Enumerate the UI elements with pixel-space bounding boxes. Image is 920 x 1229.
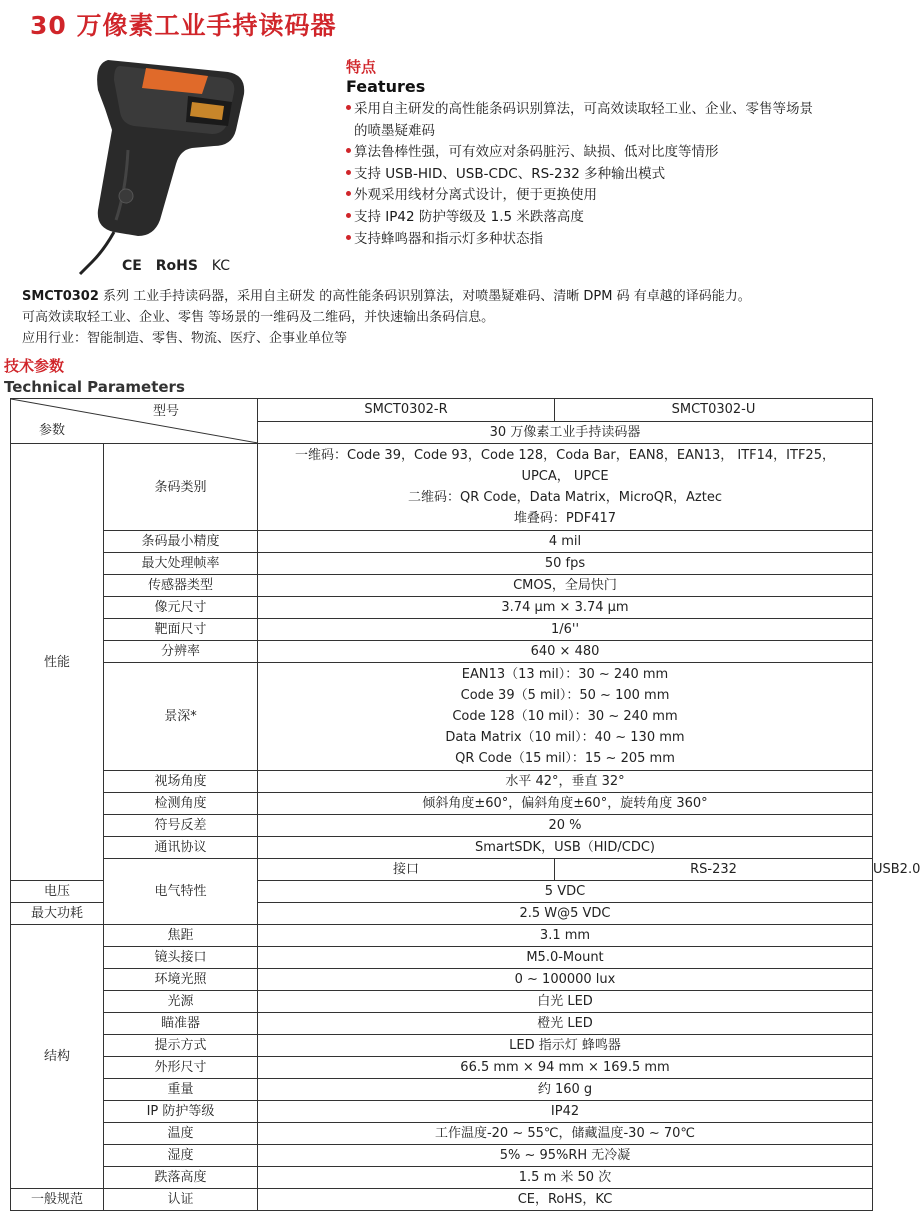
intro-line-1-text: 系列 工业手持读码器，采用自主研发 的高性能条码识别算法，对喷墨疑难码、清晰 DPM 码 有卓越的译码能力。 (98, 289, 751, 304)
param-label: 镜头接口 (104, 947, 258, 969)
dof-line: QR Code（15 mil）：15 ~ 205 mm (455, 751, 675, 766)
param-value: 白光 LED (258, 991, 873, 1013)
param-value (258, 663, 873, 771)
table-row (11, 771, 873, 793)
param-label: 通讯协议 (104, 837, 258, 859)
param-label: 视场角度 (104, 771, 258, 793)
features-heading-zh: 特点 (346, 58, 377, 76)
group-general: 一般规范 (11, 1189, 104, 1211)
param-label: 条码类别 (104, 444, 258, 531)
features-list (346, 99, 826, 250)
features-heading-en: Features (346, 77, 426, 96)
ce-logo: CE (122, 258, 142, 274)
param-value: 1.5 m 米 50 次 (258, 1167, 873, 1189)
param-value (258, 444, 873, 531)
param-value: 20 % (258, 815, 873, 837)
param-label: 最大处理帧率 (104, 553, 258, 575)
param-label: 提示方式 (104, 1035, 258, 1057)
table-row (11, 619, 873, 641)
param-value: 5 VDC (258, 881, 873, 903)
feature-item: 支持 IP42 防护等级及 1.5 米跌落高度 (346, 207, 826, 229)
spec-table (10, 398, 920, 1211)
table-row (11, 1189, 873, 1211)
table-row (11, 663, 873, 771)
param-label: 传感器类型 (104, 575, 258, 597)
param-label: 条码最小精度 (104, 531, 258, 553)
param-label: 温度 (104, 1123, 258, 1145)
feature-item: 采用自主研发的高性能条码识别算法，可高效读取轻工业、企业、零售等场景的喷墨疑难码 (346, 99, 826, 142)
param-value: IP42 (258, 1101, 873, 1123)
param-label: 景深* (104, 663, 258, 771)
param-value: SmartSDK，USB（HID/CDC) (258, 837, 873, 859)
barcode-2d-line: 二维码：QR Code，Data Matrix，MicroQR，Aztec (408, 490, 722, 505)
model-u-cell: SMCT0302-U (555, 399, 873, 422)
page-title: 30 万像素工业手持读码器 (30, 11, 337, 40)
param-value: 0 ~ 100000 lux (258, 969, 873, 991)
table-row (11, 641, 873, 663)
table-row (11, 399, 873, 422)
param-label: 检测角度 (104, 793, 258, 815)
table-row (11, 553, 873, 575)
param-label: 分辨率 (104, 641, 258, 663)
dof-line: Code 39（5 mil）：50 ~ 100 mm (460, 688, 670, 703)
table-row (11, 1101, 873, 1123)
intro-line-2: 可高效读取轻工业、企业、零售 等场景的一维码及二维码，并快速输出条码信息。 (22, 310, 495, 325)
table-row (11, 837, 873, 859)
param-label: 电压 (11, 881, 104, 903)
param-value-r: RS-232 (555, 859, 873, 881)
param-value: 3.1 mm (258, 925, 873, 947)
param-value: 640 × 480 (258, 641, 873, 663)
param-value: 50 fps (258, 553, 873, 575)
table-row (11, 531, 873, 553)
table-row (11, 1167, 873, 1189)
feature-item: 支持 USB-HID、USB-CDC、RS-232 多种输出模式 (346, 164, 826, 186)
dof-line: Code 128（10 mil）：30 ~ 240 mm (452, 709, 678, 724)
table-row (11, 815, 873, 837)
param-label: 认证 (104, 1189, 258, 1211)
param-value: 工作温度-20 ~ 55℃，储藏温度-30 ~ 70℃ (258, 1123, 873, 1145)
certification-logos (122, 258, 239, 274)
header-corner-cell (11, 399, 258, 444)
param-label: 瞄准器 (104, 1013, 258, 1035)
kc-logo: KC (211, 258, 230, 274)
param-value: CE，RoHS，KC (258, 1189, 873, 1211)
param-value: 倾斜角度±60°，偏斜角度±60°，旋转角度 360° (258, 793, 873, 815)
barcode-1d-line: 一维码：Code 39，Code 93，Code 128，Coda Bar，EAN8，EAN13， ITF14，ITF25， (295, 448, 835, 463)
param-label: 接口 (258, 859, 555, 881)
param-label: 跌落高度 (104, 1167, 258, 1189)
param-value: 5% ~ 95%RH 无冷凝 (258, 1145, 873, 1167)
param-label: 靶面尺寸 (104, 619, 258, 641)
table-row (11, 1013, 873, 1035)
param-value: 3.74 µm × 3.74 µm (258, 597, 873, 619)
table-row (11, 444, 873, 531)
dof-line: EAN13（13 mil）：30 ~ 240 mm (461, 667, 669, 682)
intro-line-1 (22, 286, 872, 307)
table-row (11, 793, 873, 815)
rohs-logo: RoHS (155, 258, 198, 274)
tech-params-heading-zh: 技术参数 (4, 357, 65, 375)
barcode-1d-line-2: UPCA， UPCE (521, 469, 609, 484)
table-row (11, 1057, 873, 1079)
group-electrical: 电气特性 (104, 859, 258, 925)
param-label: 环境光照 (104, 969, 258, 991)
product-intro (22, 286, 872, 349)
param-label: 外形尺寸 (104, 1057, 258, 1079)
dof-line: Data Matrix（10 mil）：40 ~ 130 mm (445, 730, 685, 745)
param-value: M5.0-Mount (258, 947, 873, 969)
param-label: 符号反差 (104, 815, 258, 837)
param-value: LED 指示灯 蜂鸣器 (258, 1035, 873, 1057)
table-row (11, 991, 873, 1013)
param-label: 湿度 (104, 1145, 258, 1167)
table-row (11, 1123, 873, 1145)
table-row (11, 597, 873, 619)
param-label: 像元尺寸 (104, 597, 258, 619)
param-value: 1/6'' (258, 619, 873, 641)
intro-line-3: 应用行业：智能制造、零售、物流、医疗、企事业单位等 (22, 331, 348, 346)
param-value: 66.5 mm × 94 mm × 169.5 mm (258, 1057, 873, 1079)
feature-item: 算法鲁棒性强，可有效应对条码脏污、缺损、低对比度等情形 (346, 142, 826, 164)
feature-item: 支持蜂鸣器和指示灯多种状态指 (346, 229, 826, 251)
intro-model: SMCT0302 (22, 289, 99, 304)
param-value: 水平 42°，垂直 32° (258, 771, 873, 793)
feature-item: 外观采用线材分离式设计，便于更换使用 (346, 185, 826, 207)
header-param-label: 参数 (39, 423, 66, 438)
param-label: IP 防护等级 (104, 1101, 258, 1123)
param-label: 重量 (104, 1079, 258, 1101)
table-row (11, 925, 873, 947)
group-structure: 结构 (11, 925, 104, 1189)
handheld-scanner-image (68, 50, 258, 275)
group-performance: 性能 (11, 444, 104, 881)
param-value: 橙光 LED (258, 1013, 873, 1035)
param-label: 最大功耗 (11, 903, 104, 925)
table-row (11, 575, 873, 597)
param-label: 焦距 (104, 925, 258, 947)
barcode-stacked-line: 堆叠码：PDF417 (513, 511, 617, 526)
param-label: 光源 (104, 991, 258, 1013)
table-row: 电气特性 接口 RS-232 USB2.0 (11, 859, 873, 881)
param-value: 2.5 W@5 VDC (258, 903, 873, 925)
table-row (11, 969, 873, 991)
param-value: 约 160 g (258, 1079, 873, 1101)
tech-params-heading-en: Technical Parameters (4, 378, 185, 396)
table-row (11, 947, 873, 969)
param-value: CMOS，全局快门 (258, 575, 873, 597)
header-model-label: 型号 (152, 404, 179, 419)
table-row (11, 1035, 873, 1057)
model-r-cell: SMCT0302-R (258, 399, 555, 422)
product-name-cell: 30 万像素工业手持读码器 (258, 421, 873, 444)
table-row (11, 1145, 873, 1167)
param-value: 4 mil (258, 531, 873, 553)
table-row (11, 1079, 873, 1101)
